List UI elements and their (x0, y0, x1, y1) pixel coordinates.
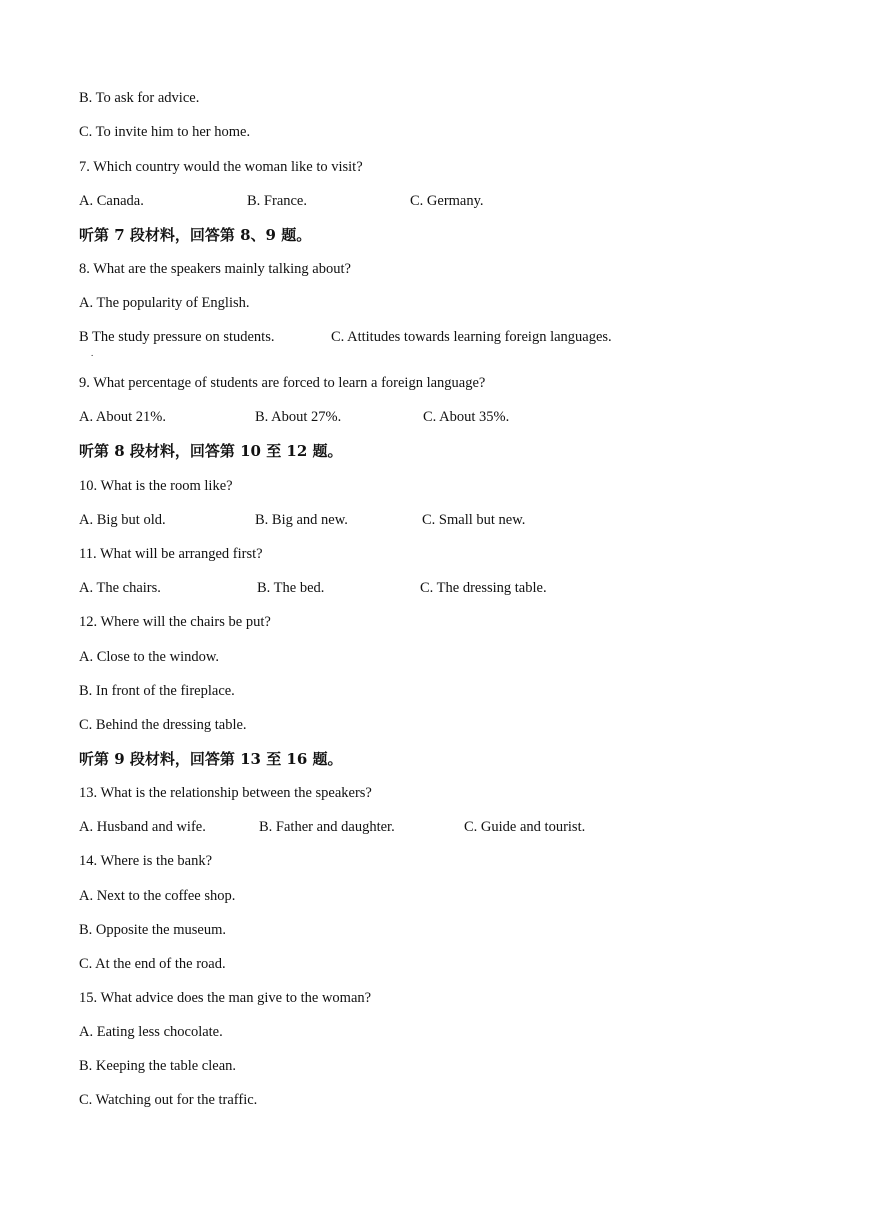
q12-question: 12. Where will the chairs be put? (79, 614, 271, 630)
q15-option-a: A. Eating less chocolate. (79, 1024, 223, 1040)
q11-question: 11. What will be arranged first? (79, 546, 263, 562)
q7-option-b: B. France. (247, 193, 307, 209)
q7-option-c: C. Germany. (410, 193, 484, 209)
q9-option-a: A. About 21%. (79, 409, 166, 425)
q15-question: 15. What advice does the man give to the woman? (79, 990, 372, 1006)
q13-option-c: C. Guide and tourist. (464, 819, 586, 835)
q14-option-a: A. Next to the coffee shop. (79, 888, 236, 904)
q11-option-a: A. The chairs. (79, 580, 161, 596)
q13-question: 13. What is the relationship between the speakers? (79, 785, 372, 801)
section-8-heading: 听第 8 段材料，回答第 10 至 12 题。 (79, 442, 343, 460)
q15-option-c: C. Watching out for the traffic. (79, 1092, 258, 1108)
q8-option-a: A. The popularity of English. (79, 295, 250, 311)
q12-option-a: A. Close to the window. (79, 649, 220, 665)
q8-option-c: C. Attitudes towards learning foreign languages. (331, 329, 612, 345)
q10-option-b: B. Big and new. (255, 512, 348, 528)
section-7-heading: 听第 7 段材料，回答第 8、9 题。 (79, 226, 312, 244)
q10-question: 10. What is the room like? (79, 478, 233, 494)
q11-option-b: B. The bed. (257, 580, 325, 596)
q10-option-c: C. Small but new. (422, 512, 526, 528)
q14-question: 14. Where is the bank? (79, 853, 213, 869)
q13-options (79, 818, 779, 836)
q12-option-b: B. In front of the fireplace. (79, 683, 235, 699)
q9-option-c: C. About 35%. (423, 409, 510, 425)
q12-option-c: C. Behind the dressing table. (79, 717, 247, 733)
q11-option-c: C. The dressing table. (420, 580, 547, 596)
q15-option-b: B. Keeping the table clean. (79, 1058, 237, 1074)
q13-option-b: B. Father and daughter. (259, 819, 395, 835)
q10-options (79, 511, 779, 529)
q7-question: 7. Which country would the woman like to visit? (79, 159, 363, 175)
q9-question: 9. What percentage of students are forced to learn a foreign language? (79, 375, 486, 391)
q11-options (79, 579, 779, 597)
section-9-heading: 听第 9 段材料，回答第 13 至 16 题。 (79, 750, 343, 768)
q8-option-b: B The study pressure on students. (79, 329, 275, 345)
q10-option-a: A. Big but old. (79, 512, 166, 528)
stray-mark: . (91, 348, 94, 358)
q14-option-c: C. At the end of the road. (79, 956, 226, 972)
q6-option-c: C. To invite him to her home. (79, 124, 251, 140)
q9-options (79, 408, 779, 426)
q7-options (79, 192, 779, 210)
q8-options-row (79, 328, 779, 346)
q8-question: 8. What are the speakers mainly talking about? (79, 261, 351, 277)
q14-option-b: B. Opposite the museum. (79, 922, 227, 938)
q7-option-a: A. Canada. (79, 193, 144, 209)
q6-option-b: B. To ask for advice. (79, 90, 200, 106)
q13-option-a: A. Husband and wife. (79, 819, 206, 835)
q9-option-b: B. About 27%. (255, 409, 342, 425)
